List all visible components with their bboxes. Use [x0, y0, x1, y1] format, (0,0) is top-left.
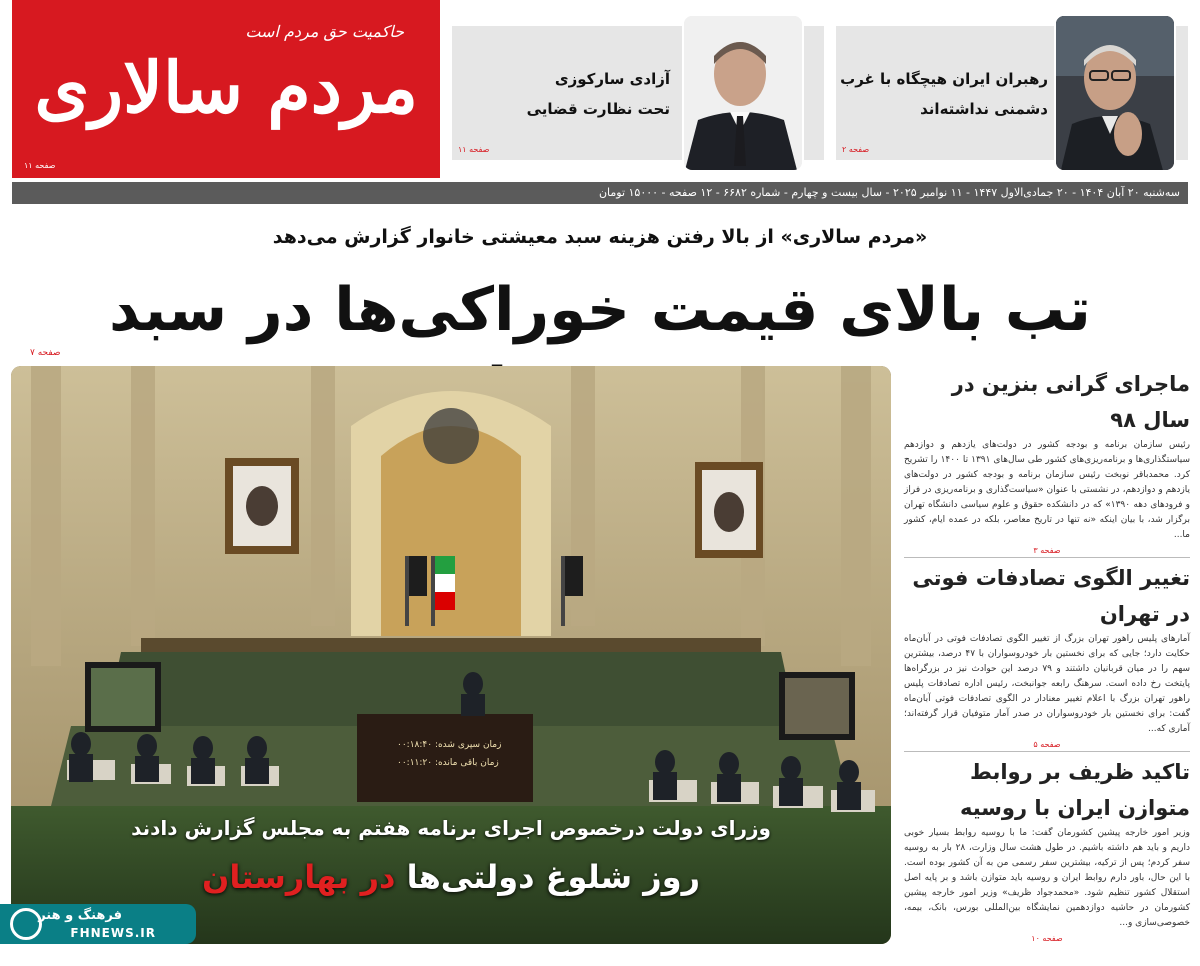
article-body: آمارهای پلیس راهور تهران بزرگ از تغییر الگوی تصادفات فوتی در آبان‌ماه حکایت دارد؛ جایی که برای نخستین بار خودروسواران با ۴۷ درصد، بیشترین سهم را در میان قربانیان داشتند و ۷۹ درصد این حوادث نیز در بزرگراه‌ها پایتخت رخ داده است. سرهنگ رابعه جوانبخت، رئیس اداره تصادفات پلیس راهور تهران بزرگ با اعلام تغییر معنادار در الگوی تصادفات فوتی آبان‌ماه گفت: برای نخستین بار خودروسواران در صدر آمار متوفیان قرار گرفته‌اند؛ آماری که...	[904, 634, 1191, 734]
teaser-line-2: تحت نظارت قضایی	[526, 100, 670, 118]
article-title: ماجرای گرانی بنزین در سال ۹۸	[951, 372, 1190, 432]
article-page-ref: صفحه ۵	[1033, 740, 1061, 749]
caption-title-part-a: روز شلوغ دولتی‌ها	[395, 858, 700, 896]
teaser-photo-sarkozy	[682, 14, 804, 172]
article-gasoline[interactable]	[904, 366, 1190, 555]
teaser-page: صفحه ۲	[842, 145, 870, 154]
badge-url: FHNEWS.IR	[70, 926, 156, 940]
article-page-ref: صفحه ۳	[1033, 546, 1061, 555]
photo-caption-title[interactable]	[11, 858, 891, 896]
teaser-photo-larijani	[1054, 14, 1176, 172]
caption-title-part-b: در بهارستان	[202, 858, 396, 896]
teaser-sarkozy[interactable]	[452, 26, 824, 160]
masthead	[12, 0, 440, 178]
article-zarif[interactable]	[904, 754, 1190, 943]
emblem-icon	[423, 408, 479, 464]
teaser-line-1: رهبران ایران هیچگاه با غرب	[840, 70, 1048, 88]
headline-kicker[interactable]: «مردم سالاری» از بالا رفتن هزینه سبد معیشتی خانوار گزارش می‌دهد	[272, 226, 928, 248]
article-body: رئیس سازمان برنامه و بودجه کشور در دولت‌های یازدهم و دوازدهم سیاستگذاری‌ها و برنامه‌ریزی‌های کشور طی سال‌های ۱۳۹۱ تا ۱۴۰۰ را تشریح کرد. محمدباقر نوبخت رئیس سازمان برنامه و بودجه کشور در دولت‌های یازدهم و دوازدهم، در نشستی با عنوان «سیاست‌گذاری و برنامه‌ریزی در فراز و فرودهای دهه ۱۳۹۰» که در دانشکده حقوق و علوم سیاسی دانشگاه تهران برگزار شد، با بیان اینکه «نه تنها در تاریخ معاصر، بلکه در عمده ایام، کشور ما...	[904, 440, 1190, 540]
masthead-tagline: حاکمیت حق مردم است	[245, 22, 404, 41]
timer-elapsed: زمان سپری شده: ۰۰:۱۸:۴۰	[397, 740, 502, 750]
newspaper-logo[interactable]: مردم سالاری	[34, 46, 418, 129]
article-page-ref: صفحه ۱۰	[1031, 934, 1063, 943]
dateline: سه‌شنبه ۲۰ آبان ۱۴۰۴ - ۲۰ جمادی‌الاول ۱۴۴۷ - ۱۱ نوامبر ۲۰۲۵ - سال بیست و چهارم - شماره ۶۶۸۲ - ۱۲ صفحه - ۱۵۰۰۰ تومان	[12, 182, 1188, 204]
photo-caption-kicker: وزرای دولت درخصوص اجرای برنامه هفتم به مجلس گزارش دادند	[131, 816, 771, 840]
teaser-line-2: دشمنی نداشته‌اند	[920, 100, 1048, 118]
headline-page-ref: صفحه ۷	[30, 348, 61, 358]
fhnews-badge[interactable]	[0, 904, 196, 944]
teaser-page: صفحه ۱۱	[458, 145, 490, 154]
masthead-page-ref: صفحه ۱۱	[24, 161, 56, 170]
teaser-larijani[interactable]	[836, 26, 1188, 160]
main-headline[interactable]: تب بالای قیمت خوراکی‌ها در سبد	[109, 275, 1091, 345]
article-title: تغییر الگوی تصادفات فوتی در تهران	[912, 566, 1190, 626]
timer-remaining: زمان باقی مانده: ۰۰:۱۱:۲۰	[397, 758, 499, 768]
divider	[904, 751, 1190, 752]
article-body: وزیر امور خارجه پیشین کشورمان گفت: ما با روسیه روابط بسیار خوبی داریم و باید هم داشته باشیم. در طول هشت سال وزارت، ۲۸ بار به روسیه سفر کردم؛ پس از ترکیه، بیشترین سفر رسمی من به آن کشور بوده است. با این حال، باور دارم روابط ایران و روسیه باید متوازن باشد و بر پایه اصل استقلال کشور تنظیم شود. «محمدجواد ظریف» وزیر امور خارجه پیشین کشورمان در حاشیه دوازدهمین نمایشگاه بین‌المللی بورس، بانک، بیمه، خصوصی‌سازی و...	[904, 828, 1191, 928]
fhnews-logo-icon	[10, 908, 42, 940]
news-column	[904, 366, 1190, 943]
teaser-line-1: آزادی سارکوزی	[554, 70, 670, 88]
divider	[904, 557, 1190, 558]
article-title: تاکید ظریف بر روابط متوازن ایران با روسیه	[959, 760, 1190, 820]
article-accidents[interactable]	[904, 560, 1190, 749]
badge-name: فرهنگ و هنر	[38, 908, 122, 923]
